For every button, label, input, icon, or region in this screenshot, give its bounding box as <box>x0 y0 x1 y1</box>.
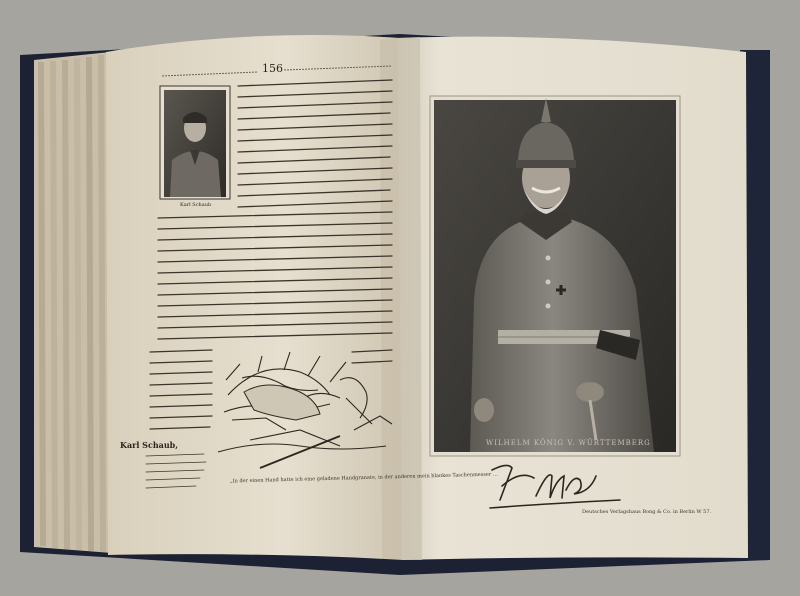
small-soldier-photo <box>160 86 230 199</box>
publisher-line: Deutsches Verlagshaus Bong & Co. in Berlin W 57. <box>582 509 712 515</box>
page-number: 156 <box>262 62 283 75</box>
small-photo-caption: Karl Schaub <box>180 202 212 208</box>
side-name: Karl Schaub, <box>120 440 179 450</box>
portrait-plate <box>430 96 680 456</box>
portrait-caption: WILHELM KÖNIG V. WÜRTTEMBERG <box>486 439 651 447</box>
illustration-caption: „In der einen Hand hatte ich eine geladene Handgranate, in der anderen mein blankes Taschenmesser … <box>229 471 498 485</box>
page-edges <box>34 52 112 553</box>
